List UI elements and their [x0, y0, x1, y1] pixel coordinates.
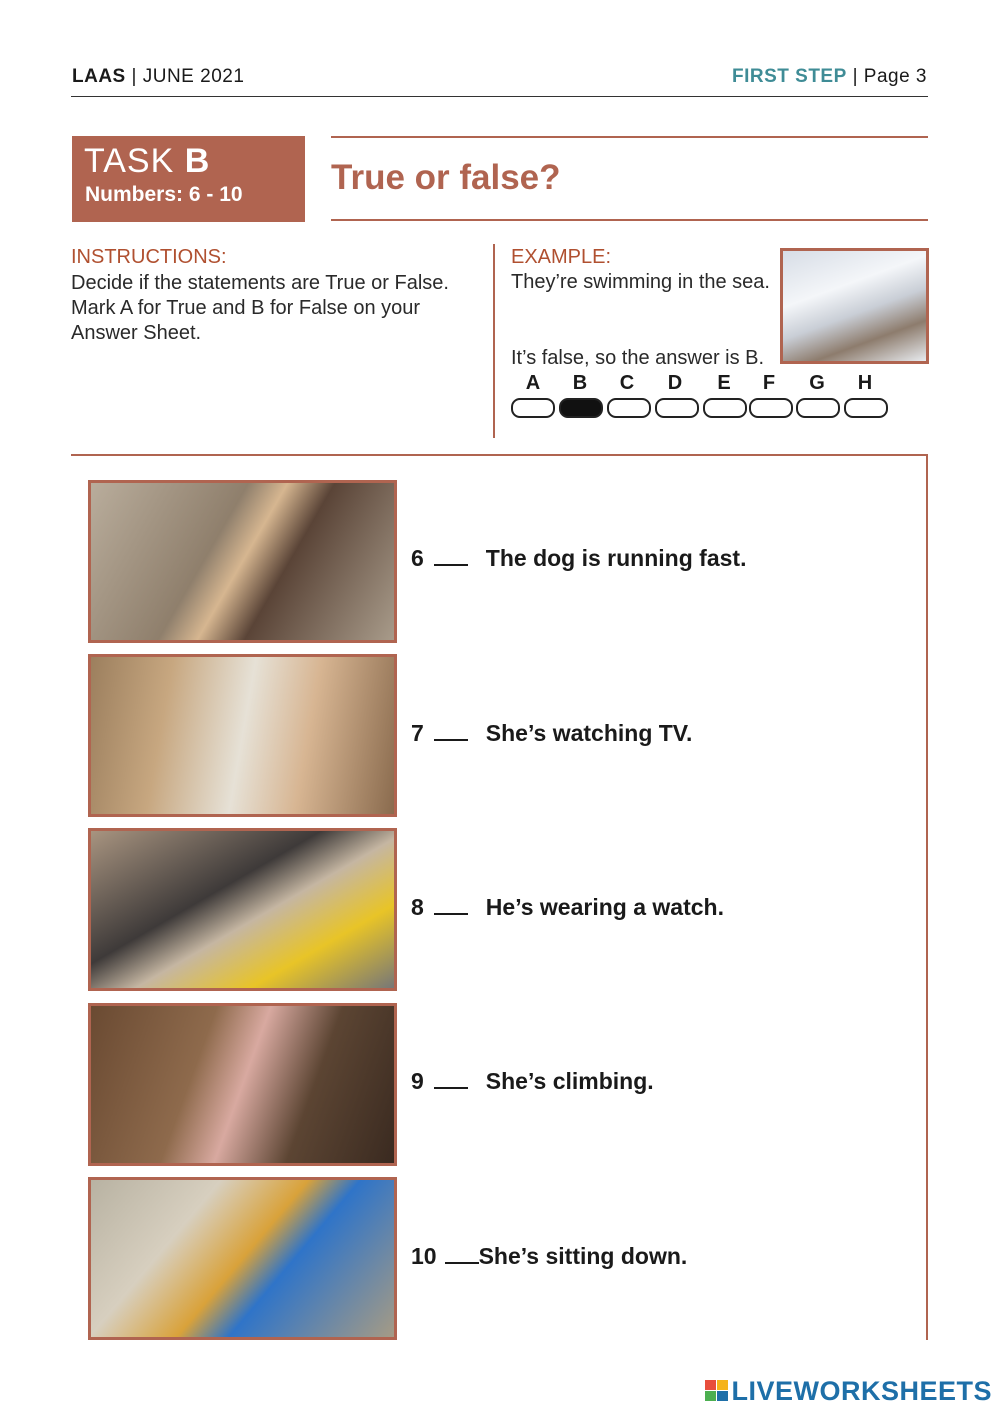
header-divider — [71, 96, 928, 97]
answer-blank[interactable] — [434, 895, 468, 915]
letter-c: C — [619, 372, 635, 394]
example-statement: They’re swimming in the sea. — [511, 271, 770, 293]
task-box — [72, 136, 305, 222]
liveworksheets-text: LIVEWORKSHEETS — [731, 1376, 992, 1406]
task-numbers: Numbers: 6 - 10 — [85, 183, 243, 206]
letter-a: A — [525, 372, 541, 394]
section-label: FIRST STEP — [731, 66, 847, 87]
date-label: | JUNE 2021 — [131, 66, 245, 87]
title-divider-bottom — [331, 219, 928, 221]
question-number: 6 — [411, 545, 424, 571]
question-number: 8 — [411, 894, 424, 920]
instructions-text: Decide if the statements are True or False. Mark A for True and B for False on your Answer Sheet. — [71, 272, 449, 344]
question-number: 7 — [411, 720, 424, 746]
answer-blank[interactable] — [434, 721, 468, 741]
liveworksheets-logo[interactable] — [705, 1376, 992, 1407]
question-text: She’s watching TV. — [485, 720, 693, 746]
question-text: She’s sitting down. — [478, 1243, 688, 1269]
question-8-photo — [88, 828, 397, 991]
task-title — [84, 142, 210, 181]
header-left — [72, 66, 244, 88]
bubble-a — [511, 398, 555, 418]
column-divider — [493, 244, 495, 438]
letter-e: E — [717, 372, 731, 394]
page-label: | Page 3 — [852, 66, 927, 87]
bubble-f — [749, 398, 793, 418]
liveworksheets-icon — [705, 1380, 729, 1402]
question-number: 10 — [411, 1243, 437, 1269]
questions-divider-top — [71, 454, 928, 456]
question-text: The dog is running fast. — [485, 545, 747, 571]
letter-h: H — [857, 372, 873, 394]
letter-b: B — [572, 372, 588, 394]
question-text: She’s climbing. — [485, 1068, 654, 1094]
question-7-photo — [88, 654, 397, 817]
question-9-photo — [88, 1003, 397, 1166]
answer-bubbles — [511, 372, 891, 420]
example-answer: It’s false, so the answer is B. — [511, 347, 765, 369]
task-word: TASK — [84, 142, 175, 180]
bubble-d — [655, 398, 699, 418]
answer-blank[interactable] — [434, 1069, 468, 1089]
bubble-e — [703, 398, 747, 418]
answer-blank[interactable] — [445, 1244, 479, 1264]
question-9 — [411, 1068, 654, 1095]
bubble-h — [844, 398, 888, 418]
letter-d: D — [667, 372, 683, 394]
page-title: True or false? — [331, 158, 561, 197]
letter-f: F — [762, 372, 776, 394]
header-right — [732, 66, 927, 88]
letter-g: G — [809, 372, 825, 394]
task-letter: B — [184, 142, 211, 180]
question-text: He’s wearing a watch. — [485, 894, 724, 920]
title-divider-top — [331, 136, 928, 138]
question-6 — [411, 545, 746, 572]
example-heading: EXAMPLE: — [511, 246, 612, 268]
answer-blank[interactable] — [434, 546, 468, 566]
question-6-photo — [88, 480, 397, 643]
bubble-c — [607, 398, 651, 418]
question-8 — [411, 894, 724, 921]
bubble-g — [796, 398, 840, 418]
question-7 — [411, 720, 692, 747]
question-number: 9 — [411, 1068, 424, 1094]
example-photo — [780, 248, 929, 364]
question-10-photo — [88, 1177, 397, 1340]
questions-divider-right — [926, 454, 928, 1340]
bubble-b-filled — [559, 398, 603, 418]
brand-label: LAAS — [72, 66, 126, 87]
instructions-heading: INSTRUCTIONS: — [71, 246, 227, 268]
question-10 — [411, 1243, 687, 1270]
